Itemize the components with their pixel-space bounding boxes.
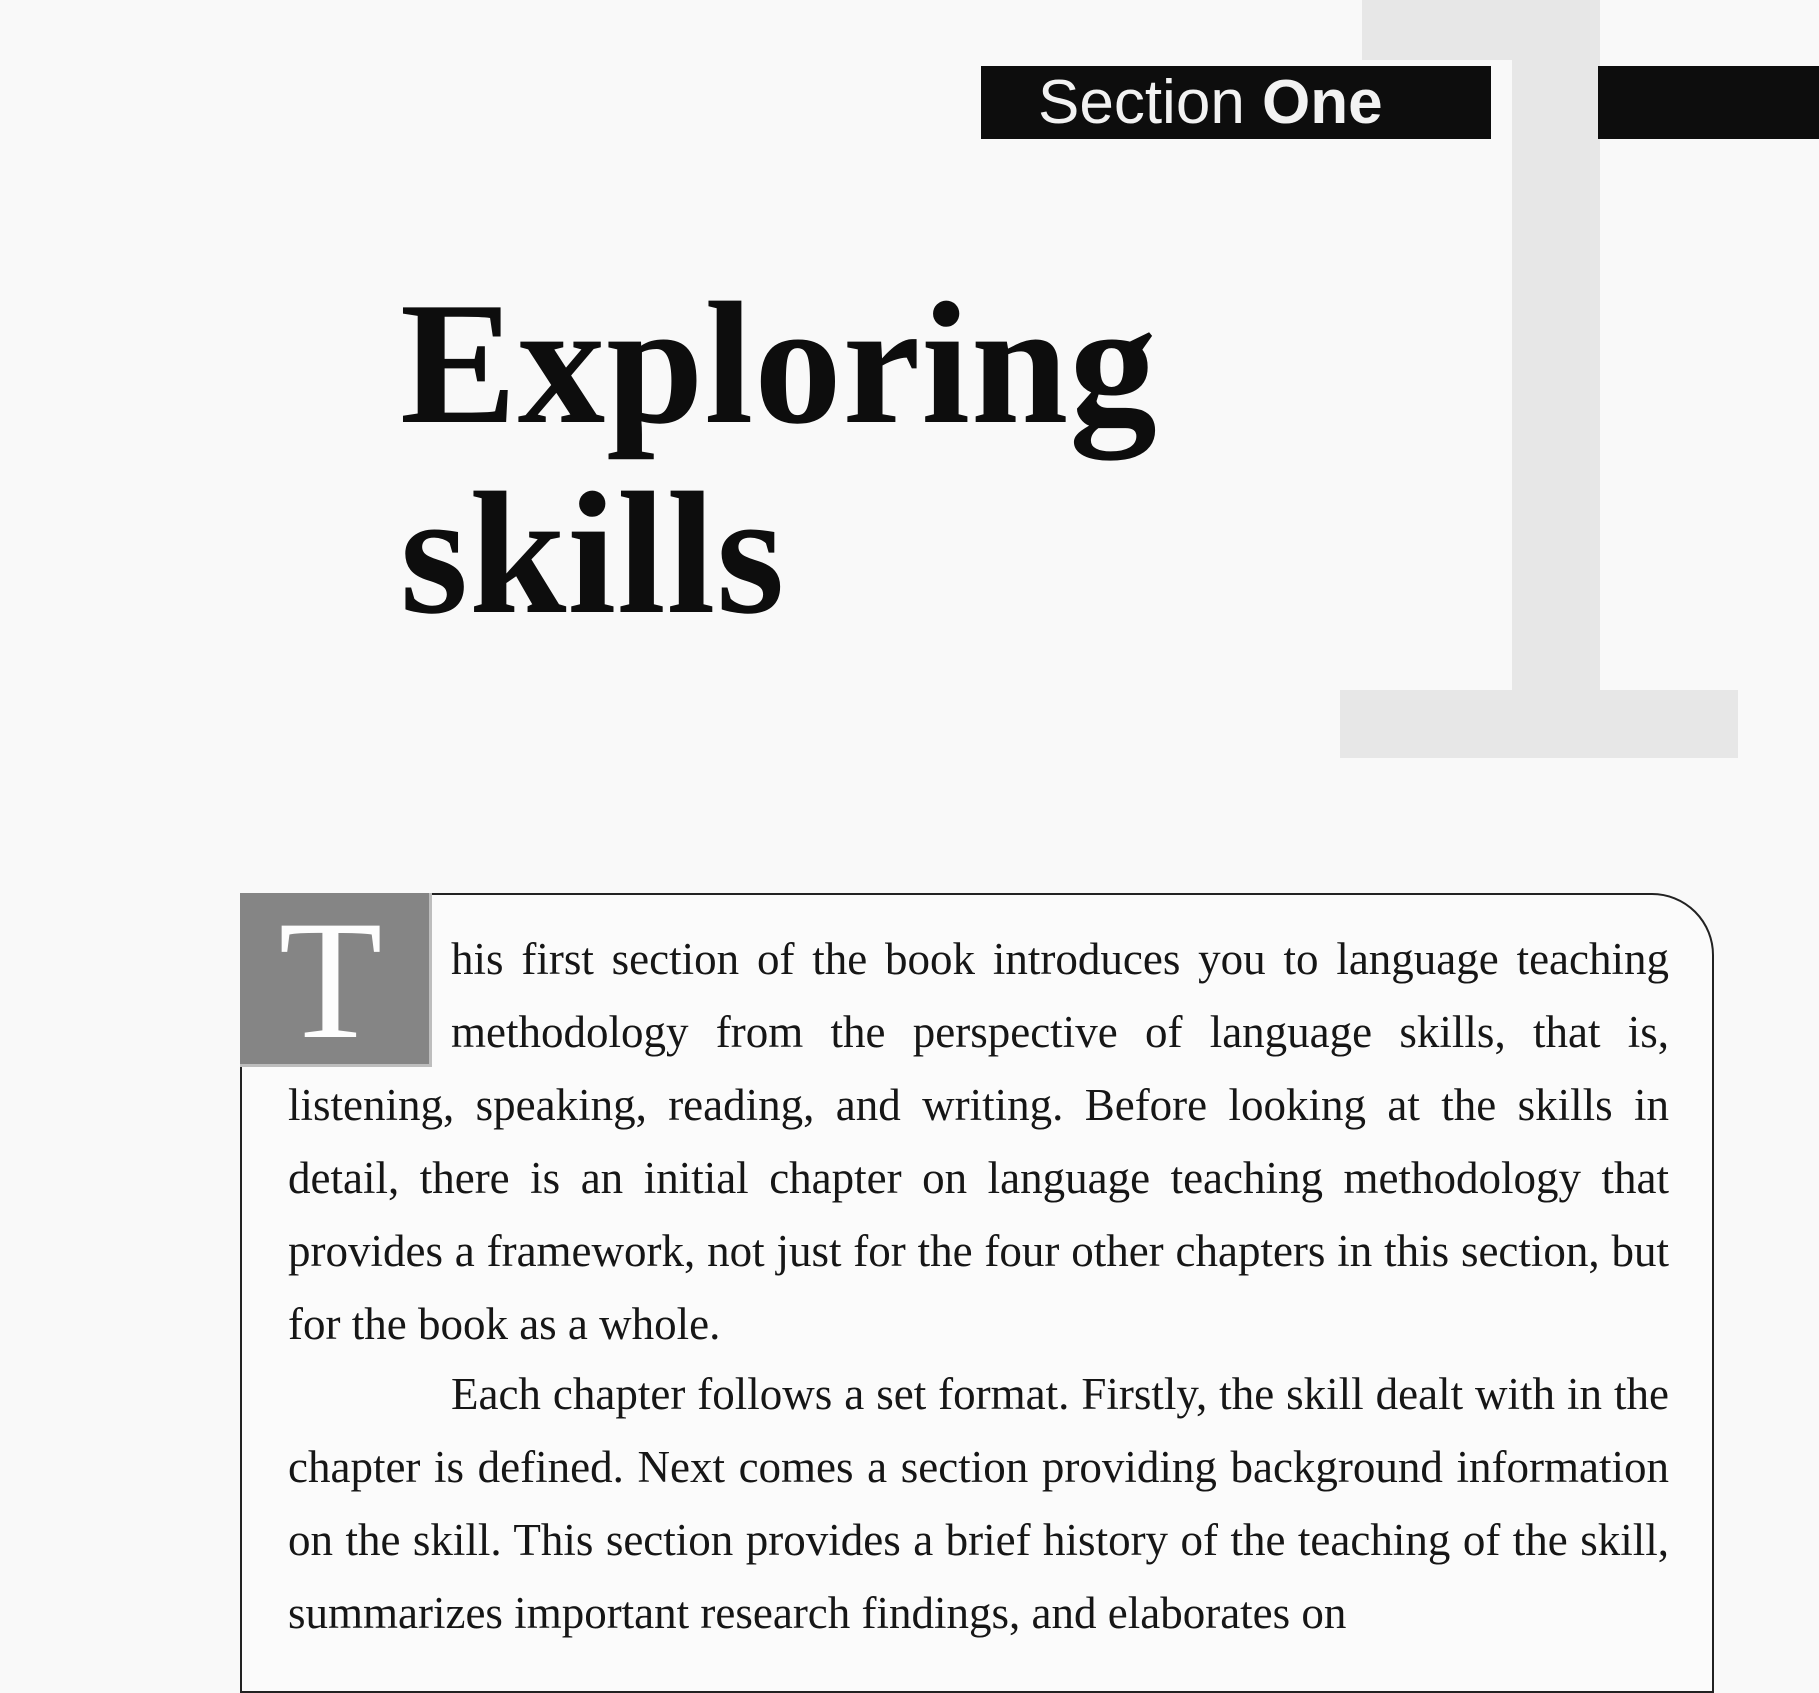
page-title — [400, 268, 1158, 648]
section-banner-bar — [1598, 66, 1819, 139]
title-line-2: skills — [400, 456, 786, 650]
title-line-1: Exploring — [400, 266, 1158, 460]
section-number: One — [1262, 68, 1383, 137]
drop-cap: T — [240, 893, 432, 1067]
intro-text: his first section of the book introduces you to language teaching methodology from the perspective of language skills, that is, listening, speaking, reading, and writing. Before looking at the skills in detail, there is an initial chapter on language teaching methodology that provides a framework, not just for the four other chapters in this section, but for the book as a whole. — [288, 934, 1669, 1349]
section-banner — [981, 66, 1491, 139]
section-prefix: Section — [1038, 68, 1245, 137]
numeral-stem — [1512, 0, 1600, 700]
numeral-base — [1340, 690, 1738, 758]
body-paragraph-2: Each chapter follows a set format. Firstly, the skill dealt with in the chapter is defined. Next comes a section providing background information on the skill. This section provides a brief history of the teaching of the skill, summarizes important research findings, and elaborates on — [288, 1369, 1669, 1638]
intro-paragraph — [288, 923, 1669, 1361]
